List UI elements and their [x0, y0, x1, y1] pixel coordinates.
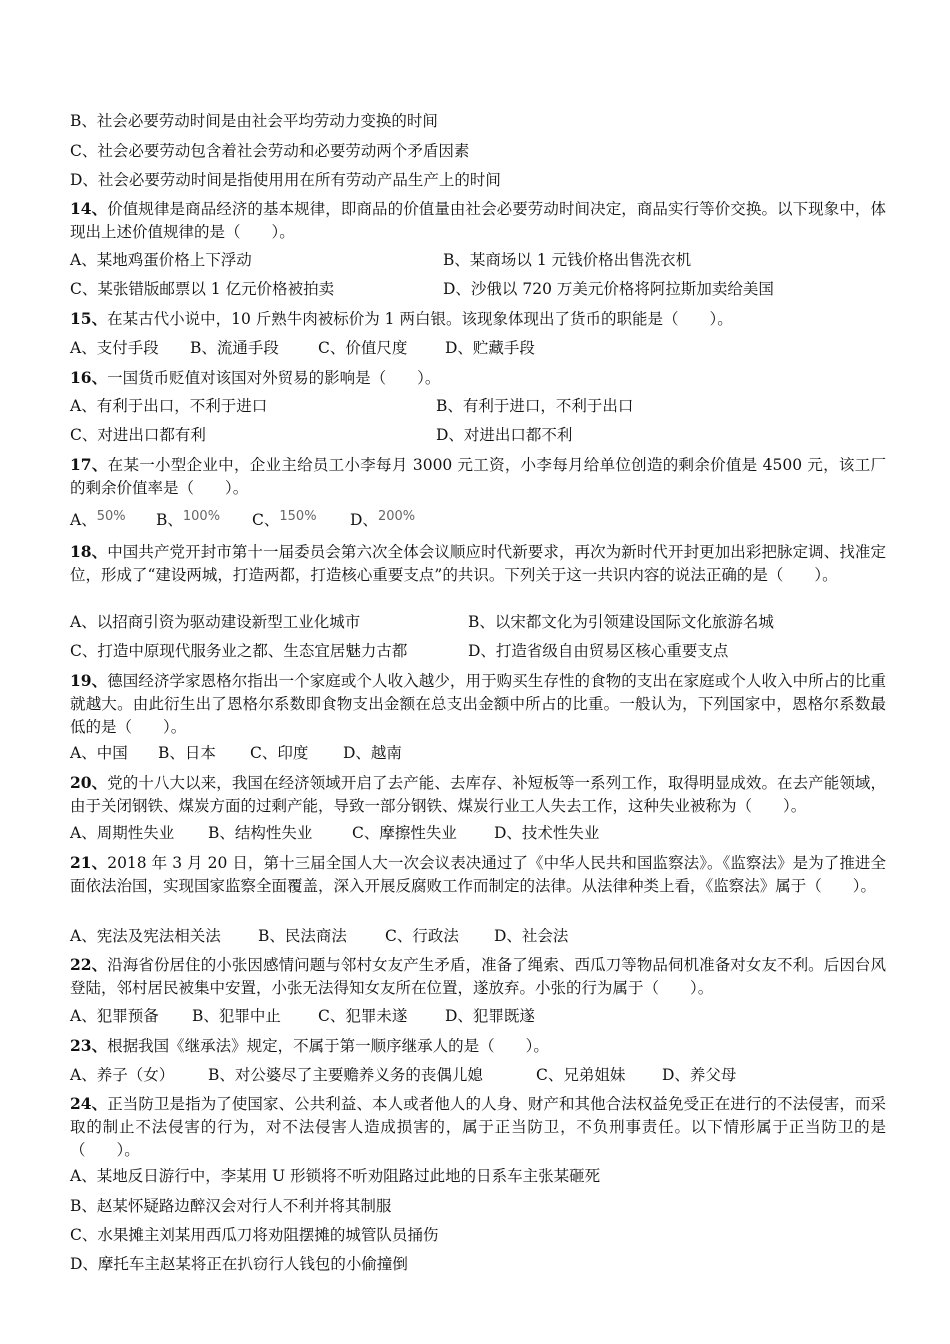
q18-option-a[interactable]: A、以招商引资为驱动建设新型工业化城市	[70, 613, 361, 631]
q15-option-d[interactable]: D、贮藏手段	[445, 339, 535, 357]
q19-text: 德国经济学家恩格尔指出一个家庭或个人收入越少，用于购买生存性的食物的支出在家庭或个人收入中所占的比重就越大。由此衍生出了恩格尔系数即食物支出金额在总支出金额中所占的比重。一般认为，下列国家中，恩格尔系数最低的是（ ）。	[70, 672, 886, 736]
q16-option-d[interactable]: D、对进出口都不利	[436, 426, 573, 444]
q18-option-d[interactable]: D、打造省级自由贸易区核心重要支点	[468, 642, 729, 660]
q13-option-b[interactable]: B、社会必要劳动时间是由社会平均劳动力变换的时间	[70, 112, 438, 130]
q21-option-b[interactable]: B、民法商法	[258, 927, 347, 945]
q17-stem	[70, 453, 886, 500]
q13-option-d[interactable]: D、社会必要劳动时间是指使用用在所有劳动产品生产上的时间	[70, 171, 501, 189]
q17-option-d[interactable]	[350, 510, 415, 532]
q14-option-b[interactable]: B、某商场以 1 元钱价格出售洗衣机	[443, 251, 692, 269]
q19-option-a[interactable]: A、中国	[70, 744, 128, 762]
q20-stem	[70, 771, 886, 818]
q17-option-c-value: 150%	[279, 509, 317, 524]
q16-stem	[70, 366, 886, 390]
q24-option-d[interactable]: D、摩托车主赵某将正在扒窃行人钱包的小偷撞倒	[70, 1255, 408, 1273]
q14-option-c[interactable]: C、某张错版邮票以 1 亿元价格被拍卖	[70, 280, 335, 298]
q14-stem	[70, 197, 886, 244]
q20-number: 20、	[70, 773, 108, 792]
q22-option-b[interactable]: B、犯罪中止	[192, 1007, 281, 1025]
q23-option-a[interactable]: A、养子（女）	[70, 1066, 175, 1084]
q15-number: 15、	[70, 309, 108, 328]
q17-option-a-value: 50%	[96, 509, 126, 524]
q14-option-a[interactable]: A、某地鸡蛋价格上下浮动	[70, 251, 252, 269]
q23-number: 23、	[70, 1036, 108, 1055]
q17-option-c-label: C、	[252, 511, 280, 529]
q20-option-c[interactable]: C、摩擦性失业	[352, 824, 457, 842]
q18-stem	[70, 540, 886, 587]
q19-option-b[interactable]: B、日本	[158, 744, 216, 762]
q13-option-c[interactable]: C、社会必要劳动包含着社会劳动和必要劳动两个矛盾因素	[70, 142, 470, 160]
q15-option-c[interactable]: C、价值尺度	[318, 339, 408, 357]
q20-option-d[interactable]: D、技术性失业	[494, 824, 600, 842]
q15-option-b[interactable]: B、流通手段	[190, 339, 279, 357]
q24-option-c[interactable]: C、水果摊主刘某用西瓜刀将劝阻摆摊的城管队员捅伤	[70, 1226, 439, 1244]
q16-text: 一国货币贬值对该国对外贸易的影响是（ ）。	[107, 369, 441, 387]
q19-option-d[interactable]: D、越南	[343, 744, 402, 762]
q21-option-c[interactable]: C、行政法	[385, 927, 459, 945]
q20-option-a[interactable]: A、周期性失业	[70, 824, 175, 842]
q23-text: 根据我国《继承法》规定，不属于第一顺序继承人的是（ ）。	[107, 1037, 549, 1055]
q18-option-b[interactable]: B、以宋都文化为引领建设国际文化旅游名城	[468, 613, 774, 631]
q22-number: 22、	[70, 955, 108, 974]
q24-option-b[interactable]: B、赵某怀疑路边醉汉会对行人不利并将其制服	[70, 1197, 392, 1215]
q22-text: 沿海省份居住的小张因感情问题与邻村女友产生矛盾，准备了绳索、西瓜刀等物品伺机准备对女友不利。后因台风登陆，邻村居民被集中安置，小张无法得知女友所在位置，遂放弃。小张的行为属于（ ）。	[70, 956, 886, 997]
q24-number: 24、	[70, 1094, 108, 1113]
q19-option-c[interactable]: C、印度	[250, 744, 309, 762]
q23-option-d[interactable]: D、养父母	[662, 1066, 737, 1084]
q22-option-c[interactable]: C、犯罪未遂	[318, 1007, 408, 1025]
q14-option-d[interactable]: D、沙俄以 720 万美元价格将阿拉斯加卖给美国	[443, 280, 774, 298]
q21-number: 21、	[70, 853, 108, 872]
q18-text: 中国共产党开封市第十一届委员会第六次全体会议顺应时代新要求，再次为新时代开封更加出彩把脉定调、找准定位，形成了“建设两城，打造两都，打造核心重要支点”的共识。下列关于这一共识内容的说法正确的是（ ）。	[70, 543, 886, 584]
q22-option-a[interactable]: A、犯罪预备	[70, 1007, 159, 1025]
q17-option-d-label: D、	[350, 511, 378, 529]
q16-option-c[interactable]: C、对进出口都有利	[70, 426, 206, 444]
q24-stem	[70, 1092, 886, 1162]
q17-option-b-label: B、	[156, 511, 183, 529]
q14-number: 14、	[70, 199, 108, 218]
q17-option-b-value: 100%	[182, 509, 221, 524]
q21-option-a[interactable]: A、宪法及宪法相关法	[70, 927, 221, 945]
q21-text: 2018 年 3 月 20 日，第十三届全国人大一次会议表决通过了《中华人民共和国监察法》。《监察法》是为了推进全面依法治国，实现国家监察全面覆盖，深入开展反腐败工作而制定的法律。从法律种类上看，《监察法》属于（ ）。	[70, 854, 886, 895]
q16-option-b[interactable]: B、有利于进口，不利于出口	[436, 397, 634, 415]
q23-option-b[interactable]: B、对公婆尽了主要赡养义务的丧偶儿媳	[208, 1066, 483, 1084]
q18-number: 18、	[70, 542, 108, 561]
q16-number: 16、	[70, 368, 108, 387]
q23-stem	[70, 1034, 886, 1058]
q17-text: 在某一小型企业中，企业主给员工小李每月 3000 元工资，小李每月给单位创造的剩余价值是 4500 元，该工厂的剩余价值率是（ ）。	[70, 456, 886, 497]
q19-stem	[70, 669, 886, 739]
q17-option-a-label: A、	[70, 511, 97, 529]
q19-number: 19、	[70, 671, 108, 690]
q23-option-c[interactable]: C、兄弟姐妹	[536, 1066, 626, 1084]
q14-text: 价值规律是商品经济的基本规律，即商品的价值量由社会必要劳动时间决定，商品实行等价交换。以下现象中，体现出上述价值规律的是（ ）。	[70, 200, 886, 241]
q24-text: 正当防卫是指为了使国家、公共利益、本人或者他人的人身、财产和其他合法权益免受正在进行的不法侵害，而采取的制止不法侵害的行为，对不法侵害人造成损害的，属于正当防卫，不负刑事责任。以下情形属于正当防卫的是（ ）。	[70, 1095, 886, 1159]
q22-stem	[70, 953, 886, 1000]
q17-option-a[interactable]	[70, 510, 126, 532]
q15-text: 在某古代小说中，10 斤熟牛肉被标价为 1 两白银。该现象体现出了货币的职能是（ ）。	[107, 310, 733, 328]
q17-option-c[interactable]	[252, 510, 317, 532]
q16-option-a[interactable]: A、有利于出口，不利于进口	[70, 397, 268, 415]
q15-stem	[70, 307, 886, 331]
q18-option-c[interactable]: C、打造中原现代服务业之都、生态宜居魅力古都	[70, 642, 408, 660]
q21-stem	[70, 851, 886, 898]
q24-option-a[interactable]: A、某地反日游行中，李某用 U 形锁将不听劝阻路过此地的日系车主张某砸死	[70, 1167, 601, 1185]
q20-option-b[interactable]: B、结构性失业	[208, 824, 313, 842]
q17-option-b[interactable]	[156, 510, 220, 532]
q20-text: 党的十八大以来，我国在经济领域开启了去产能、去库存、补短板等一系列工作，取得明显成效。在去产能领域，由于关闭钢铁、煤炭方面的过剩产能，导致一部分钢铁、煤炭行业工人失去工作，这种失业被称为（ ）。	[70, 774, 886, 815]
q17-number: 17、	[70, 455, 108, 474]
q17-option-d-value: 200%	[377, 509, 416, 524]
q15-option-a[interactable]: A、支付手段	[70, 339, 159, 357]
q22-option-d[interactable]: D、犯罪既遂	[445, 1007, 535, 1025]
q21-option-d[interactable]: D、社会法	[494, 927, 569, 945]
